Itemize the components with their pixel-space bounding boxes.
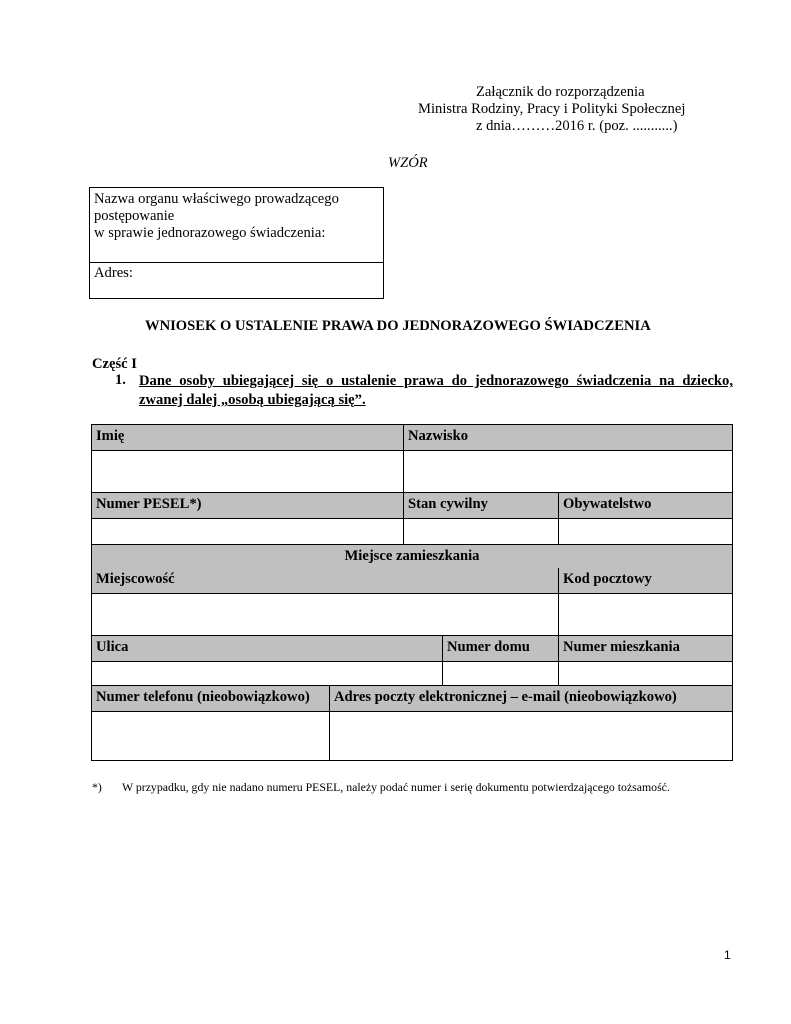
section-number: 1.: [115, 372, 126, 388]
citizenship-label: Obywatelstwo: [563, 496, 652, 512]
apartment-number-input[interactable]: [558, 661, 733, 686]
citizenship-input[interactable]: [558, 518, 733, 545]
residence-label: Miejsce zamieszkania: [344, 548, 480, 564]
apartment-number-header: [558, 635, 733, 662]
page-number: 1: [724, 948, 731, 962]
postal-code-header: [558, 568, 733, 594]
city-header: [91, 568, 559, 594]
part-heading: Część I: [92, 356, 137, 372]
authority-address-field[interactable]: [90, 263, 383, 284]
pesel-input[interactable]: [91, 518, 404, 545]
email-label: Adres poczty elektronicznej – e-mail (nieobowiązkowo): [334, 689, 677, 705]
street-header: [91, 635, 443, 662]
footnote-mark: *): [92, 780, 102, 794]
marital-status-header: [403, 492, 559, 519]
house-number-label: Numer domu: [447, 639, 530, 655]
phone-header: [91, 685, 330, 712]
street-input[interactable]: [91, 661, 443, 686]
postal-code-label: Kod pocztowy: [563, 571, 652, 587]
phone-input[interactable]: [91, 711, 330, 761]
marital-status-input[interactable]: [403, 518, 559, 545]
authority-label-line-1: Nazwa organu właściwego prowadzącego: [94, 191, 339, 207]
footnote-text: W przypadku, gdy nie nadano numeru PESEL, należy podać numer i serię dokumentu potwierdzającego tożsamość.: [122, 780, 670, 794]
street-label: Ulica: [96, 639, 129, 655]
authority-address-label: Adres:: [94, 265, 133, 281]
pesel-header: [91, 492, 404, 519]
house-number-input[interactable]: [442, 661, 559, 686]
authority-box: [89, 187, 384, 299]
apartment-number-label: Numer mieszkania: [563, 639, 680, 655]
annex-line-2: Ministra Rodziny, Pracy i Polityki Społecznej: [418, 101, 686, 117]
last-name-input[interactable]: [403, 450, 733, 493]
first-name-header: [91, 424, 404, 451]
city-input[interactable]: [91, 593, 559, 636]
city-label: Miejscowość: [96, 571, 175, 587]
template-label: WZÓR: [388, 155, 428, 171]
pesel-label: Numer PESEL*): [96, 496, 202, 512]
citizenship-header: [558, 492, 733, 519]
document-title: WNIOSEK O USTALENIE PRAWA DO JEDNORAZOWEGO ŚWIADCZENIA: [145, 318, 651, 334]
authority-label-line-2: postępowanie: [94, 208, 175, 224]
annex-line-3: z dnia………2016 r. (poz. ...........): [476, 118, 678, 134]
marital-status-label: Stan cywilny: [408, 496, 488, 512]
postal-code-input[interactable]: [558, 593, 733, 636]
house-number-header: [442, 635, 559, 662]
email-header: [329, 685, 733, 712]
last-name-label: Nazwisko: [408, 428, 468, 444]
first-name-input[interactable]: [91, 450, 404, 493]
first-name-label: Imię: [96, 428, 125, 444]
last-name-header: [403, 424, 733, 451]
annex-line-1: Załącznik do rozporządzenia: [476, 84, 645, 100]
authority-label-line-3: w sprawie jednorazowego świadczenia:: [94, 225, 326, 241]
email-input[interactable]: [329, 711, 733, 761]
section-heading: Dane osoby ubiegającej się o ustalenie prawa do jednorazowego świadczenia na dziecko, zwanej dalej „osobą ubiegającą się”.: [139, 373, 733, 408]
authority-name-field[interactable]: [90, 188, 383, 263]
phone-label: Numer telefonu (nieobowiązkowo): [96, 689, 310, 705]
residence-header: [91, 544, 733, 569]
